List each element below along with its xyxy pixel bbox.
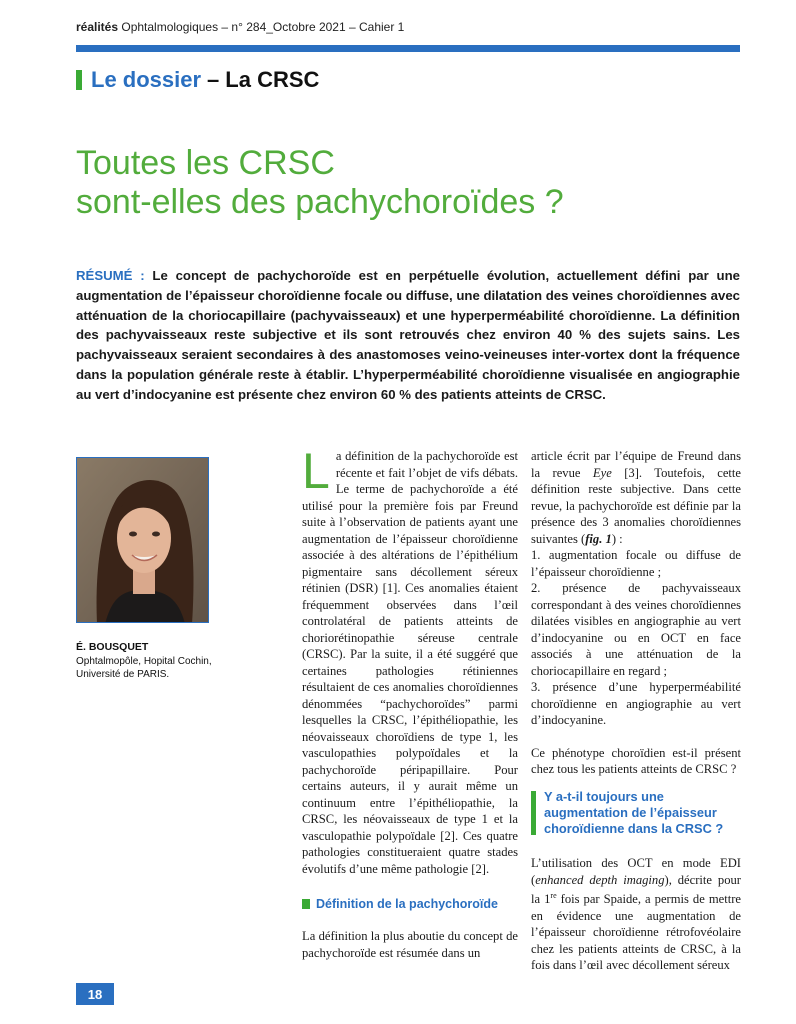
- section-dossier-label: Le dossier: [91, 67, 202, 92]
- abstract-label: RÉSUMÉ :: [76, 268, 145, 283]
- subhead-thickness: [531, 789, 724, 837]
- journal-issue-info: Ophtalmologiques – n° 284_Octobre 2021 – Cahier 1: [118, 20, 405, 34]
- journal-name: Eye: [592, 465, 612, 480]
- abstract-text: Le concept de pachychoroïde est en perpétuelle évolution, actuellement défini par une augmentation de l’épaisseur choroïdienne focale ou diffuse, une dilatation des veines choroïdiennes avec atténuation de la choriocapillaire (pachyvaisseaux) et une hyperperméabilité choroïdienne. La définition des pachyvaisseaux reste subjective et ils sont retrouvés chez environ 40 % des sujets sains. Les pachyvaisseaux seraient secondaires à des anastomoses veino-veineuses inter-vortex dont la fréquence dans la population générale reste à établir. L’hyperperméabilité choroïdienne visualisée en angiographie au vert d’indocyanine est présente chez environ 60 % des patients atteints de CRSC.: [76, 268, 741, 402]
- journal-brand: réalités: [76, 20, 119, 34]
- freund-text-a: article écrit par l’équipe de Freund dans la revue: [531, 449, 741, 480]
- top-rule: [76, 45, 740, 52]
- definition-paragraph: La définition la plus aboutie du concept de pachychoroïde est résumée dans un: [302, 929, 518, 960]
- author-affiliation: [76, 655, 236, 681]
- subhead-definition: [302, 897, 498, 911]
- criteria-item-2: 2. présence de pachyvaisseaux correspondant à des veines choroïdiennes dilatées visibles en angiographie au vert d’indocyanine ou en OCT en face associés à une atténuation de la choriocapillaire en regard ;: [531, 581, 741, 678]
- subhead-thickness-text: Y a-t-il toujours une augmentation de l’épaisseur choroïdienne dans la CRSC ?: [544, 789, 724, 836]
- subhead-marker: [302, 899, 310, 909]
- body-column-2-continued: [531, 855, 741, 974]
- body-column-1: [302, 443, 518, 877]
- section-separator: –: [207, 67, 220, 92]
- author-affiliation-line2: Université de PARIS.: [76, 669, 170, 680]
- subhead-marker: [531, 791, 536, 835]
- author-photo: [76, 457, 209, 623]
- oct-paragraph: [531, 855, 741, 974]
- question-paragraph: Ce phénotype choroïdien est-il présent chez tous les patients atteints de CRSC ?: [531, 745, 741, 776]
- section-topic: La CRSC: [225, 67, 320, 92]
- intro-paragraph: a définition de la pachychoroïde est récente et fait l’objet de vifs débats. Le terme de pachychoroïde a été utilisé pour la première fois par Freund suite à l’observation de patients ayant une augmentation de l’épaisseur choroïdienne associée à des altérations de l’épithélium pigmentaire sans décollement séreux rétinien (DSR) [1]. Ces anomalies étaient fréquemment observées dans l’œil controlatéral de patients atteints de choriorétinopathie séreuse centrale (CRSC). Par la suite, il a été suggéré que certaines pathologies rétiniennes résultaient de ces anomalies choroïdiennes dénommées “pachychoroïdes” parmi lesquelles la CRSC, l’épithéliopathie, les néovaisseaux choroïdiens de type 1, les vasculopathies polypoïdales et la pachychoroïde péripapillaire. Pour certains auteurs, il y aurait même un continuum entre l’épithéliopathie, la CRSC, les néovaisseaux de type 1 et la vasculopathie polypoïdale [2]. Ces quatre pathologies constitueraient quatre stades évolutifs d’une même pathologie [2].: [302, 449, 518, 876]
- criteria-item-3: 3. présence d’une hyperperméabilité choroïdienne en angiographie au vert d’indocyanine.: [531, 680, 741, 727]
- article-title-line1: Toutes les CRSC: [76, 144, 335, 182]
- page-number: 18: [76, 983, 114, 1005]
- freund-paragraph: [531, 448, 741, 547]
- oct-text-a: L’utilisation des OCT en mode EDI (: [531, 856, 741, 887]
- article-title: [76, 144, 736, 222]
- body-column-2: [531, 448, 741, 778]
- article-title-line2: sont-elles des pachychoroïdes ?: [76, 183, 564, 221]
- abstract: [76, 266, 740, 405]
- criteria-item-1: 1. augmentation focale ou diffuse de l’épaisseur choroïdienne ;: [531, 548, 741, 579]
- freund-text-b: [3]. Toutefois, cette définition reste subjective. Dans cette revue, la pachychoroïde est définie par la présence des 3 anomalies choroïdiennes suivantes (: [531, 465, 741, 546]
- section-heading: [76, 68, 319, 92]
- body-column-1-continued: [302, 928, 518, 961]
- oct-text-sup: re: [550, 891, 557, 900]
- running-head: [76, 20, 404, 34]
- author-portrait-image: [77, 458, 209, 623]
- figure-reference: fig. 1: [585, 531, 612, 546]
- author-affiliation-line1: Ophtalmopôle, Hopital Cochin,: [76, 656, 212, 667]
- oct-text-c: fois par Spaide, a permis de mettre en évidence une augmentation de l’épaisseur choroïdienne rétrofovéolaire chez les patients atteints de CRSC, à la fois dans l’œil avec décollement séreux: [531, 892, 741, 973]
- oct-text-b: ), décrite pour la 1: [531, 872, 741, 907]
- section-marker: [76, 70, 82, 90]
- freund-text-c: ) :: [611, 531, 623, 546]
- subhead-definition-text: Définition de la pachychoroïde: [316, 897, 498, 911]
- drop-cap: L: [302, 443, 330, 499]
- oct-text-italic: enhanced depth imaging: [535, 872, 665, 887]
- author-name: É. BOUSQUET: [76, 641, 149, 653]
